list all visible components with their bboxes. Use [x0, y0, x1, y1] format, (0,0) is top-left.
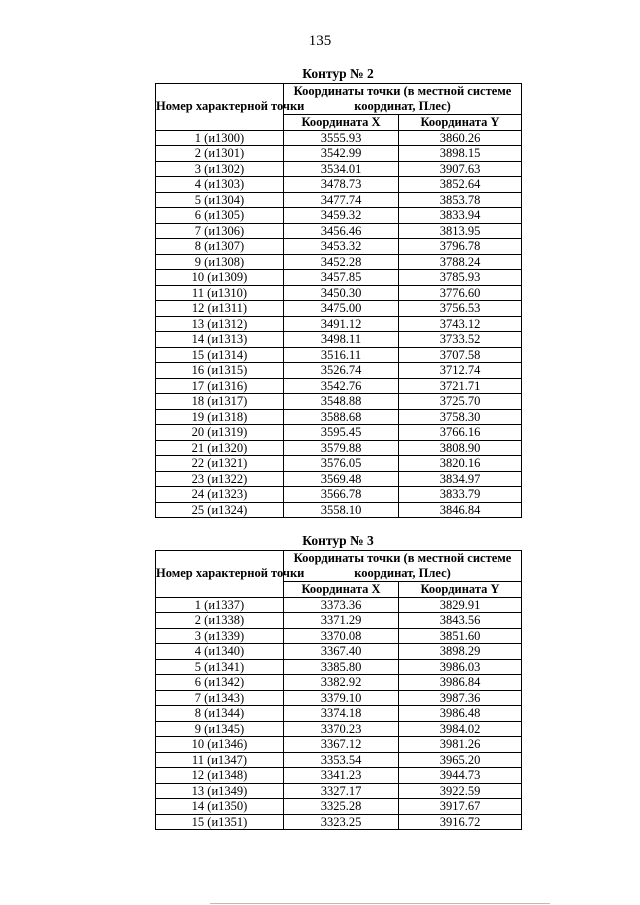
coord-x-cell: 3569.48 — [284, 471, 399, 487]
point-number-cell: 9 (и1308) — [156, 254, 284, 270]
table-row — [156, 347, 522, 363]
point-number-cell: 25 (и1324) — [156, 502, 284, 518]
coord-y-cell: 3907.63 — [399, 161, 522, 177]
table-row — [156, 737, 522, 753]
coord-y-cell: 3984.02 — [399, 721, 522, 737]
table-row — [156, 316, 522, 332]
table-row — [156, 628, 522, 644]
table-row — [156, 456, 522, 472]
coord-y-cell: 3987.36 — [399, 690, 522, 706]
table-row — [156, 301, 522, 317]
header-point-number: Номер характерной точки — [156, 84, 284, 131]
point-number-cell: 1 (и1300) — [156, 130, 284, 146]
table-row — [156, 239, 522, 255]
point-number-cell: 7 (и1343) — [156, 690, 284, 706]
coord-y-cell: 3776.60 — [399, 285, 522, 301]
coord-y-cell: 3917.67 — [399, 799, 522, 815]
coord-x-cell: 3453.32 — [284, 239, 399, 255]
coord-x-cell: 3558.10 — [284, 502, 399, 518]
point-number-cell: 18 (и1317) — [156, 394, 284, 410]
coord-x-cell: 3498.11 — [284, 332, 399, 348]
table-row — [156, 192, 522, 208]
table-row — [156, 223, 522, 239]
contour-3-title: Контур № 3 — [302, 533, 374, 548]
table-row — [156, 675, 522, 691]
table-row — [156, 597, 522, 613]
coord-y-cell: 3721.71 — [399, 378, 522, 394]
coord-x-cell: 3341.23 — [284, 768, 399, 784]
table-row — [156, 130, 522, 146]
coord-y-cell: 3820.16 — [399, 456, 522, 472]
coord-x-cell: 3353.54 — [284, 752, 399, 768]
table-row — [156, 161, 522, 177]
coord-y-cell: 3944.73 — [399, 768, 522, 784]
coord-x-cell: 3456.46 — [284, 223, 399, 239]
point-number-cell: 17 (и1316) — [156, 378, 284, 394]
point-number-cell: 3 (и1302) — [156, 161, 284, 177]
point-number-cell: 23 (и1322) — [156, 471, 284, 487]
coord-x-cell: 3327.17 — [284, 783, 399, 799]
coord-x-cell: 3566.78 — [284, 487, 399, 503]
coord-x-cell: 3588.68 — [284, 409, 399, 425]
coord-y-cell: 3843.56 — [399, 613, 522, 629]
coord-y-cell: 3743.12 — [399, 316, 522, 332]
coord-y-cell: 3851.60 — [399, 628, 522, 644]
coord-x-cell: 3491.12 — [284, 316, 399, 332]
table-row — [156, 208, 522, 224]
coord-x-cell: 3367.40 — [284, 644, 399, 660]
header-coord-x: Координата X — [284, 115, 399, 131]
contour-2-coordinates-table — [155, 83, 522, 518]
contour-2-title: Контур № 2 — [302, 66, 374, 81]
table-row — [156, 613, 522, 629]
table-row — [156, 363, 522, 379]
point-number-cell: 14 (и1313) — [156, 332, 284, 348]
coord-y-cell: 3965.20 — [399, 752, 522, 768]
contour-3-rows — [156, 597, 522, 830]
coord-x-cell: 3374.18 — [284, 706, 399, 722]
table-row — [156, 752, 522, 768]
scan-edge-line — [210, 903, 550, 904]
coord-x-cell: 3457.85 — [284, 270, 399, 286]
table-row — [156, 425, 522, 441]
point-number-cell: 11 (и1310) — [156, 285, 284, 301]
coord-y-cell: 3916.72 — [399, 814, 522, 830]
coord-y-cell: 3981.26 — [399, 737, 522, 753]
point-number-cell: 3 (и1339) — [156, 628, 284, 644]
coord-x-cell: 3477.74 — [284, 192, 399, 208]
point-number-cell: 19 (и1318) — [156, 409, 284, 425]
coord-x-cell: 3526.74 — [284, 363, 399, 379]
table-row — [156, 783, 522, 799]
table-row — [156, 487, 522, 503]
table-row — [156, 440, 522, 456]
coord-y-cell: 3733.52 — [399, 332, 522, 348]
table-row — [156, 177, 522, 193]
coord-y-cell: 3725.70 — [399, 394, 522, 410]
point-number-cell: 6 (и1342) — [156, 675, 284, 691]
table-row — [156, 659, 522, 675]
coord-x-cell: 3325.28 — [284, 799, 399, 815]
table-row — [156, 706, 522, 722]
coord-y-cell: 3813.95 — [399, 223, 522, 239]
coord-y-cell: 3829.91 — [399, 597, 522, 613]
point-number-cell: 14 (и1350) — [156, 799, 284, 815]
coord-y-cell: 3834.97 — [399, 471, 522, 487]
coord-y-cell: 3796.78 — [399, 239, 522, 255]
table-row — [156, 254, 522, 270]
coord-y-cell: 3898.29 — [399, 644, 522, 660]
coord-x-cell: 3548.88 — [284, 394, 399, 410]
table-row — [156, 378, 522, 394]
table-row — [156, 768, 522, 784]
table-row — [156, 394, 522, 410]
table-row — [156, 721, 522, 737]
point-number-cell: 8 (и1344) — [156, 706, 284, 722]
coord-x-cell: 3367.12 — [284, 737, 399, 753]
coord-y-cell: 3758.30 — [399, 409, 522, 425]
coord-y-cell: 3766.16 — [399, 425, 522, 441]
coord-y-cell: 3852.64 — [399, 177, 522, 193]
point-number-cell: 21 (и1320) — [156, 440, 284, 456]
point-number-cell: 5 (и1304) — [156, 192, 284, 208]
table-row — [156, 285, 522, 301]
coord-x-cell: 3595.45 — [284, 425, 399, 441]
coord-y-cell: 3833.94 — [399, 208, 522, 224]
point-number-cell: 2 (и1338) — [156, 613, 284, 629]
point-number-cell: 12 (и1348) — [156, 768, 284, 784]
table-row — [156, 502, 522, 518]
point-number-cell: 7 (и1306) — [156, 223, 284, 239]
point-number-cell: 10 (и1309) — [156, 270, 284, 286]
coord-y-cell: 3788.24 — [399, 254, 522, 270]
coord-y-cell: 3898.15 — [399, 146, 522, 162]
point-number-cell: 13 (и1312) — [156, 316, 284, 332]
coord-x-cell: 3475.00 — [284, 301, 399, 317]
coord-x-cell: 3542.99 — [284, 146, 399, 162]
point-number-cell: 15 (и1351) — [156, 814, 284, 830]
table-row — [156, 471, 522, 487]
coord-y-cell: 3986.48 — [399, 706, 522, 722]
coord-x-cell: 3371.29 — [284, 613, 399, 629]
header-coord-y: Координата Y — [399, 115, 522, 131]
point-number-cell: 10 (и1346) — [156, 737, 284, 753]
header-coordinates-group: Координаты точки (в местной системе координат, Плес) — [284, 551, 522, 582]
table-row — [156, 146, 522, 162]
coord-x-cell: 3323.25 — [284, 814, 399, 830]
contour-2-rows — [156, 130, 522, 518]
point-number-cell: 20 (и1319) — [156, 425, 284, 441]
coord-x-cell: 3478.73 — [284, 177, 399, 193]
coord-x-cell: 3534.01 — [284, 161, 399, 177]
coord-x-cell: 3459.32 — [284, 208, 399, 224]
contour-3-coordinates-table — [155, 550, 522, 830]
table-row — [156, 409, 522, 425]
point-number-cell: 16 (и1315) — [156, 363, 284, 379]
header-coord-x: Координата X — [284, 582, 399, 598]
coord-y-cell: 3860.26 — [399, 130, 522, 146]
point-number-cell: 6 (и1305) — [156, 208, 284, 224]
point-number-cell: 24 (и1323) — [156, 487, 284, 503]
header-coordinates-group: Координаты точки (в местной системе координат, Плес) — [284, 84, 522, 115]
coord-y-cell: 3986.03 — [399, 659, 522, 675]
coord-y-cell: 3785.93 — [399, 270, 522, 286]
table-row — [156, 690, 522, 706]
coord-y-cell: 3808.90 — [399, 440, 522, 456]
coord-y-cell: 3846.84 — [399, 502, 522, 518]
coord-x-cell: 3382.92 — [284, 675, 399, 691]
point-number-cell: 15 (и1314) — [156, 347, 284, 363]
table-row — [156, 814, 522, 830]
coord-x-cell: 3379.10 — [284, 690, 399, 706]
point-number-cell: 22 (и1321) — [156, 456, 284, 472]
point-number-cell: 4 (и1303) — [156, 177, 284, 193]
table-row — [156, 332, 522, 348]
table-row — [156, 644, 522, 660]
page-number: 135 — [308, 33, 332, 49]
coord-y-cell: 3853.78 — [399, 192, 522, 208]
point-number-cell: 2 (и1301) — [156, 146, 284, 162]
coord-x-cell: 3452.28 — [284, 254, 399, 270]
coord-x-cell: 3370.08 — [284, 628, 399, 644]
coord-x-cell: 3555.93 — [284, 130, 399, 146]
coord-y-cell: 3712.74 — [399, 363, 522, 379]
coord-y-cell: 3756.53 — [399, 301, 522, 317]
coord-x-cell: 3450.30 — [284, 285, 399, 301]
coord-y-cell: 3986.84 — [399, 675, 522, 691]
coord-x-cell: 3385.80 — [284, 659, 399, 675]
table-row — [156, 799, 522, 815]
coord-y-cell: 3833.79 — [399, 487, 522, 503]
table-row — [156, 270, 522, 286]
point-number-cell: 9 (и1345) — [156, 721, 284, 737]
point-number-cell: 5 (и1341) — [156, 659, 284, 675]
coord-x-cell: 3516.11 — [284, 347, 399, 363]
coord-x-cell: 3542.76 — [284, 378, 399, 394]
point-number-cell: 12 (и1311) — [156, 301, 284, 317]
header-coord-y: Координата Y — [399, 582, 522, 598]
header-point-number: Номер характерной точки — [156, 551, 284, 598]
coord-y-cell: 3922.59 — [399, 783, 522, 799]
point-number-cell: 8 (и1307) — [156, 239, 284, 255]
coord-x-cell: 3576.05 — [284, 456, 399, 472]
coord-x-cell: 3370.23 — [284, 721, 399, 737]
point-number-cell: 11 (и1347) — [156, 752, 284, 768]
coord-y-cell: 3707.58 — [399, 347, 522, 363]
point-number-cell: 13 (и1349) — [156, 783, 284, 799]
point-number-cell: 4 (и1340) — [156, 644, 284, 660]
point-number-cell: 1 (и1337) — [156, 597, 284, 613]
coord-x-cell: 3373.36 — [284, 597, 399, 613]
coord-x-cell: 3579.88 — [284, 440, 399, 456]
